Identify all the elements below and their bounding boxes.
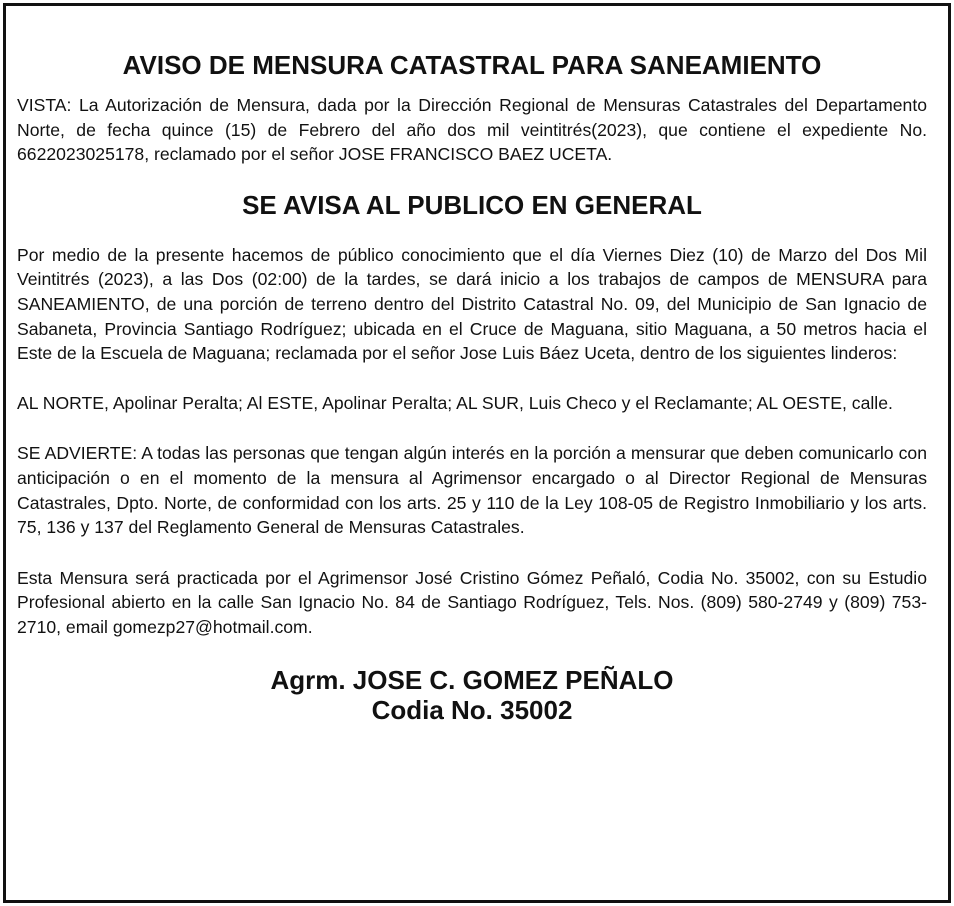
boundaries-paragraph: AL NORTE, Apolinar Peralta; Al ESTE, Apolinar Peralta; AL SUR, Luis Checo y el Reclamante; AL OESTE, calle. (17, 392, 893, 413)
vista-paragraph: VISTA: La Autorización de Mensura, dada por la Dirección Regional de Mensuras Catastrales del Departamento Norte, de fecha quince (15) de Febrero del año dos mil veintitrés(2023), que contiene el expediente No. 6622023025178, reclamado por el señor JOSE FRANCISCO BAEZ UCETA. (17, 95, 927, 165)
notice-title: AVISO DE MENSURA CATASTRAL PARA SANEAMIENTO (122, 50, 822, 80)
public-notice-heading: SE AVISA AL PUBLICO EN GENERAL (242, 189, 702, 220)
signature-codia: Codia No. 35002 (371, 694, 573, 725)
signature-name: Agrm. JOSE C. GOMEZ PEÑALO (270, 664, 674, 695)
survey-details-paragraph: Por medio de la presente hacemos de público conocimiento que el día Viernes Diez (10) de Marzo del Dos Mil Veintitrés (2023), a las Dos (02:00) de la tardes, se dará inicio a los trabajos de campos de MENSURA para SANEAMIENTO, de una porción de terreno dentro del Distrito Catastral No. 09, del Municipio de San Ignacio de Sabaneta, Provincia Santiago Rodríguez; ubicada en el Cruce de Maguana, sitio Maguana, a 50 metros hacia el Este de la Escuela de Maguana; reclamada por el señor Jose Luis Báez Uceta, dentro de los siguientes linderos: (17, 244, 927, 364)
notice-body (17, 47, 927, 725)
warning-paragraph: SE ADVIERTE: A todas las personas que tengan algún interés en la porción a mensurar que deben comunicarlo con anticipación o en el momento de la mensura al Agrimensor encargado o al Director Regional de Mensuras Catastrales, Dpto. Norte, de conformidad con los arts. 25 y 110 de la Ley 108-05 de Registro Inmobiliario y los arts. 75, 136 y 137 del Reglamento General de Mensuras Catastrales. (17, 443, 927, 538)
surveyor-contact-paragraph: Esta Mensura será practicada por el Agrimensor José Cristino Gómez Peñaló, Codia No. 35002, con su Estudio Profesional abierto en la calle San Ignacio No. 84 de Santiago Rodríguez, Tels. Nos. (809) 580-2749 y (809) 753-2710, email gomezp27@hotmail.com. (17, 567, 927, 637)
